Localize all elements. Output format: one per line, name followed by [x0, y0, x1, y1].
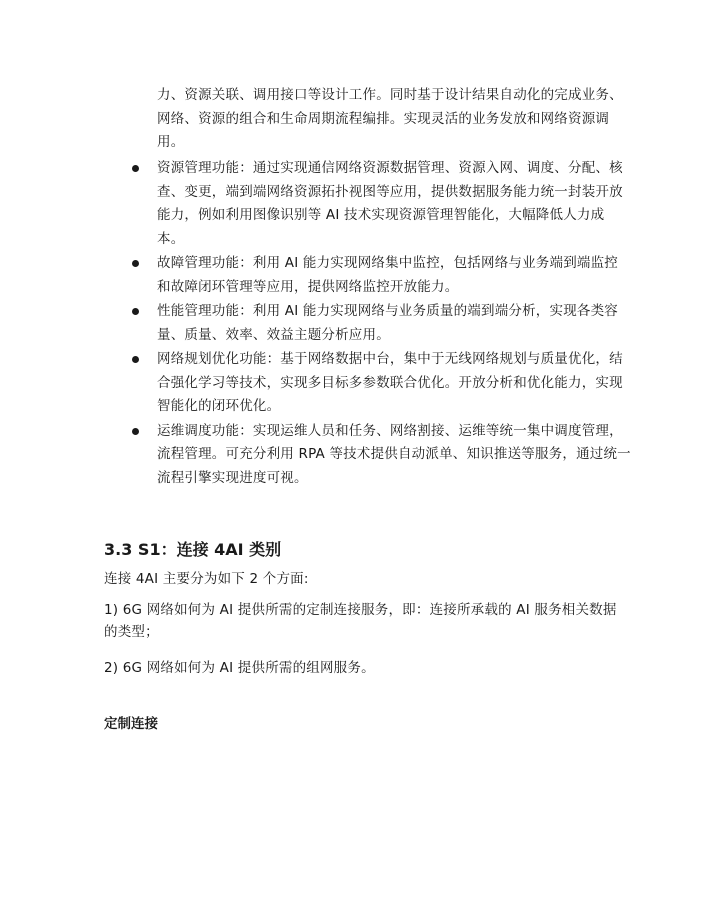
numbered-item-2: 2) 6G 网络如何为 AI 提供所需的组网服务。 [104, 660, 375, 676]
bullet-text: 网络规划优化功能：基于网络数据中台，集中于无线网络规划与质量优化，结合强化学习等技术，实现多目标多参数联合优化。开放分析和优化能力，实现智能化的闭环优化。 [157, 351, 623, 414]
feature-bullet-list [131, 157, 631, 491]
numbered-item-1: 1) 6G 网络如何为 AI 提供所需的定制连接服务，即：连接所承载的 AI 服务相关数据的类型； [104, 602, 617, 640]
bullet-dot-icon [132, 165, 139, 172]
intro-paragraph: 连接 4AI 主要分为如下 2 个方面: [104, 571, 309, 587]
bullet-dot-icon [132, 428, 139, 435]
bullet-dot-icon [132, 260, 139, 267]
continuation-paragraph: 力、资源关联、调用接口等设计工作。同时基于设计结果自动化的完成业务、网络、资源的组合和生命周期流程编排。实现灵活的业务发放和网络资源调用。 [157, 87, 623, 150]
bullet-text: 运维调度功能：实现运维人员和任务、网络割接、运维等统一集中调度管理，流程管理。可充分利用 RPA 等技术提供自动派单、知识推送等服务，通过统一流程引擎实现进度可视。 [157, 422, 631, 486]
bullet-ops-scheduling [131, 420, 631, 491]
bullet-network-planning [131, 348, 631, 419]
bullet-text: 故障管理功能：利用 AI 能力实现网络集中监控，包括网络与业务端到端监控和故障闭环管理等应用，提供网络监控开放能力。 [157, 255, 618, 295]
bullet-resource-management [131, 157, 631, 251]
bullet-dot-icon [132, 308, 139, 315]
bullet-text: 资源管理功能：通过实现通信网络资源数据管理、资源入网、调度、分配、核查、变更，端到端网络资源拓扑视图等应用，提供数据服务能力统一封装开放能力，例如利用图像识别等 AI 技术实现资源管理智能化，大幅降低人力成本。 [157, 160, 623, 247]
sub-heading: 定制连接 [104, 716, 158, 732]
section-heading: 3.3 S1：连接 4AI 类别 [104, 540, 282, 559]
bullet-performance-management [131, 300, 631, 347]
bullet-fault-management [131, 252, 631, 299]
bullet-dot-icon [132, 356, 139, 363]
bullet-text: 性能管理功能：利用 AI 能力实现网络与业务质量的端到端分析，实现各类容量、质量、效率、效益主题分析应用。 [157, 303, 618, 343]
